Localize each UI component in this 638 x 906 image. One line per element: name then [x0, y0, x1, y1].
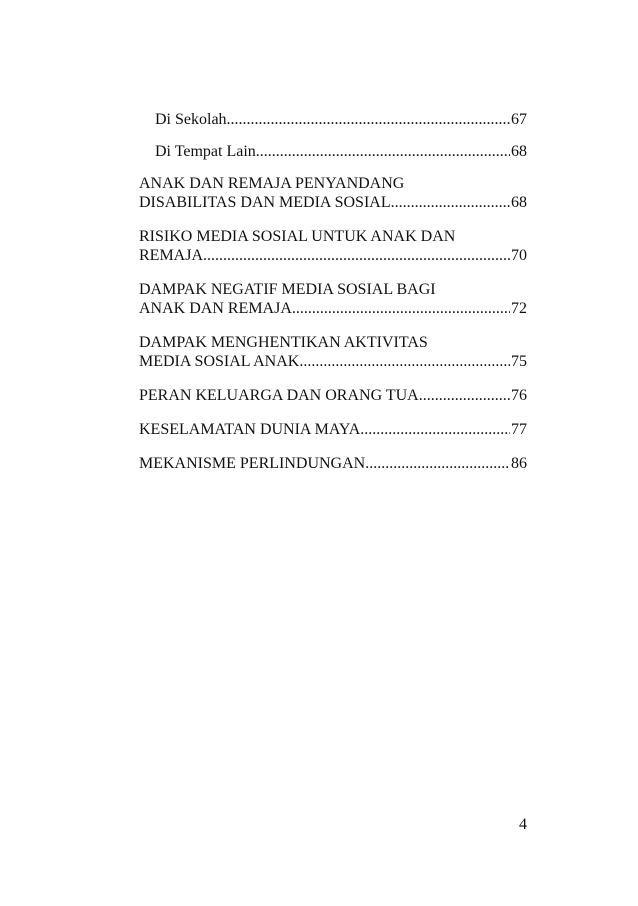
toc-entry-title: PERAN KELUARGA DAN ORANG TUA	[139, 387, 419, 404]
toc-entry-title: MEKANISME PERLINDUNGAN	[139, 455, 366, 472]
toc-entry-title-line2: REMAJA	[139, 247, 204, 264]
toc-entry-peran-keluarga	[139, 386, 527, 405]
toc-entry-line	[139, 193, 527, 212]
toc-entry-page: 75	[511, 353, 527, 370]
toc-entry-page: 68	[511, 143, 527, 160]
toc-entry-line	[139, 386, 527, 405]
table-of-contents	[139, 110, 527, 488]
toc-entry-title: KESELAMATAN DUNIA MAYA	[139, 421, 361, 438]
toc-entry-line	[139, 454, 527, 473]
page-number: 4	[519, 816, 527, 833]
toc-entry-title: Di Tempat Lain	[155, 143, 256, 160]
toc-entry-dampak-menghentikan	[139, 333, 527, 371]
toc-entry-line	[155, 110, 527, 129]
toc-dot-leader	[227, 110, 510, 129]
toc-dot-leader	[256, 142, 510, 161]
toc-entry-line	[139, 420, 527, 439]
toc-dot-leader	[299, 352, 510, 371]
toc-entry-title-line1: ANAK DAN REMAJA PENYANDANG	[139, 175, 405, 192]
toc-dot-leader	[292, 299, 510, 318]
toc-entry-page: 86	[511, 455, 527, 472]
toc-entry-mekanisme	[139, 454, 527, 473]
toc-entry-disabilitas	[139, 174, 527, 212]
toc-entry-page: 72	[511, 300, 527, 317]
toc-entry-keselamatan	[139, 420, 527, 439]
toc-entry-risiko	[139, 227, 527, 265]
toc-entry-page: 76	[511, 387, 527, 404]
toc-entry-line	[139, 352, 527, 371]
toc-dot-leader	[203, 246, 510, 265]
toc-entry-title-line1: RISIKO MEDIA SOSIAL UNTUK ANAK DAN	[139, 228, 456, 245]
toc-entry-dampak-negatif	[139, 280, 527, 318]
toc-entry-di-tempat-lain	[139, 142, 527, 161]
toc-dot-leader	[391, 193, 510, 212]
toc-entry-page: 77	[511, 421, 527, 438]
toc-entry-page: 68	[511, 194, 527, 211]
toc-entry-line	[155, 142, 527, 161]
toc-dot-leader	[365, 454, 510, 473]
toc-entry-title-line2: DISABILITAS DAN MEDIA SOSIAL	[139, 194, 391, 211]
toc-entry-di-sekolah	[139, 110, 527, 129]
toc-dot-leader	[360, 420, 510, 439]
toc-entry-title-line2: MEDIA SOSIAL ANAK	[139, 353, 300, 370]
toc-entry-line	[139, 246, 527, 265]
toc-entry-title-line2: ANAK DAN REMAJA	[139, 300, 292, 317]
toc-entry-line	[139, 299, 527, 318]
toc-entry-title: Di Sekolah	[155, 111, 227, 128]
toc-entry-page: 67	[511, 111, 527, 128]
toc-entry-title-line1: DAMPAK NEGATIF MEDIA SOSIAL BAGI	[139, 281, 436, 298]
toc-entry-title-line1: DAMPAK MENGHENTIKAN AKTIVITAS	[139, 334, 428, 351]
toc-entry-page: 70	[511, 247, 527, 264]
toc-dot-leader	[419, 386, 510, 405]
